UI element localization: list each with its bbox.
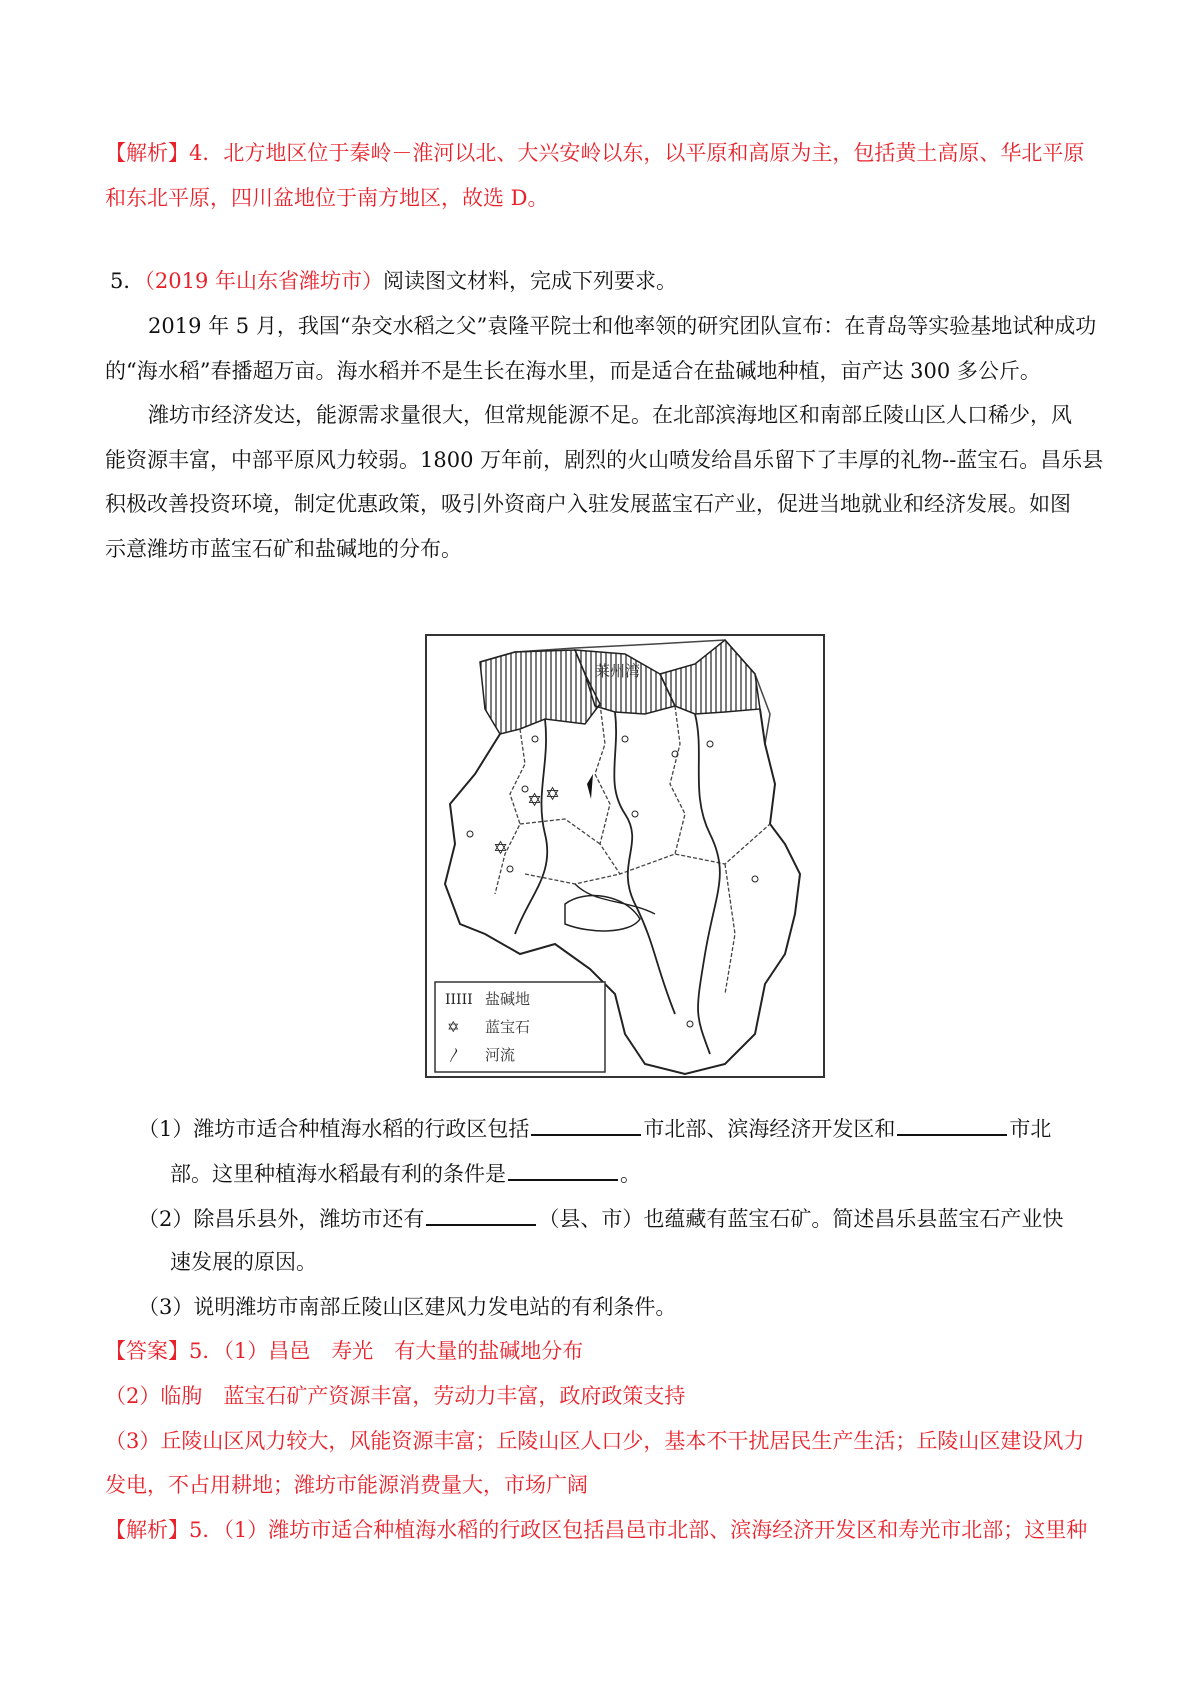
- sapphire-icon: ✡: [545, 784, 561, 805]
- legend-label-saline: 盐碱地: [485, 990, 531, 1008]
- analysis-tag: 【解析】: [105, 1518, 189, 1542]
- answer-blank[interactable]: [897, 1112, 1007, 1136]
- sapphire-icon: ✡: [527, 790, 543, 811]
- analysis-4-line-1: 【解析】4．北方地区位于秦岭－淮河以北、大兴安岭以东，以平原和高原为主，包括黄土高原、华北平原: [105, 141, 1085, 165]
- legend-symbol-saline: IIIII: [445, 992, 473, 1008]
- answer-5-line-2: （2）临朐 蓝宝石矿产资源丰富，劳动力丰富，政府政策支持: [105, 1384, 686, 1408]
- weifang-map-figure: [425, 634, 825, 1078]
- question-source: （2019 年山东省潍坊市）: [144, 269, 383, 293]
- answer-5-line-3: （3）丘陵山区风力较大，风能资源丰富；丘陵山区人口少，基本不干扰居民生产生活；丘陵山区建设风力: [105, 1429, 1085, 1453]
- subquestion-2-line-1: （2）除昌乐县外，潍坊市还有 （县、市）也蕴藏有蓝宝石矿。简述昌乐县蓝宝石产业快: [138, 1202, 1063, 1234]
- subquestion-1-line-2: 部。这里种植海水稻最有利的条件是 。: [170, 1157, 641, 1189]
- subquestion-1-line-1: （1）潍坊市适合种植海水稻的行政区包括 市北部、滨海经济开发区和 市北: [138, 1112, 1051, 1144]
- answer-blank[interactable]: [531, 1112, 641, 1136]
- subquestion-3: （3）说明潍坊市南部丘陵山区建风力发电站的有利条件。: [138, 1295, 677, 1319]
- answer-5-line-1: 【答案】5．（1）昌邑 寿光 有大量的盐碱地分布: [105, 1339, 584, 1363]
- material-para-2-line-3: 积极改善投资环境，制定优惠政策，吸引外资商户入驻发展蓝宝石产业，促进当地就业和经济发展。如图: [105, 492, 1071, 516]
- answer-blank[interactable]: [426, 1202, 536, 1226]
- question-5-heading: 5．（2019 年山东省潍坊市）阅读图文材料，完成下列要求。: [110, 269, 677, 293]
- material-para-1-line-2: 的“海水稻”春播超万亩。海水稻并不是生长在海水里，而是适合在盐碱地种植，亩产达 300 多公斤。: [105, 359, 1041, 383]
- analysis-4-line-2: 和东北平原，四川盆地位于南方地区，故选 D。: [105, 186, 549, 210]
- sapphire-icon: ✡: [493, 838, 509, 859]
- subquestion-2-line-2: 速发展的原因。: [170, 1250, 317, 1274]
- legend-label-sapphire: 蓝宝石: [485, 1018, 531, 1036]
- analysis-5-line-1: 【解析】5．（1）潍坊市适合种植海水稻的行政区包括昌邑市北部、滨海经济开发区和寿光市北部；这里种: [105, 1518, 1088, 1542]
- analysis-tag: 【解析】: [105, 141, 189, 165]
- material-para-1-line-1: 2019 年 5 月，我国“杂交水稻之父”袁隆平院士和他率领的研究团队宣布：在青岛等实验基地试种成功: [148, 314, 1097, 338]
- answer-5-line-4: 发电，不占用耕地；潍坊市能源消费量大，市场广阔: [105, 1473, 588, 1497]
- material-para-2-line-4: 示意潍坊市蓝宝石矿和盐碱地的分布。: [105, 537, 462, 561]
- answer-tag: 【答案】: [105, 1339, 189, 1363]
- material-para-2-line-1: 潍坊市经济发达，能源需求量很大，但常规能源不足。在北部滨海地区和南部丘陵山区人口稀少，风: [148, 403, 1072, 427]
- legend-symbol-river: 〳: [447, 1046, 463, 1064]
- legend-symbol-sapphire: ✡: [447, 1018, 460, 1036]
- answer-blank[interactable]: [508, 1157, 618, 1181]
- material-para-2-line-2: 能资源丰富，中部平原风力较弱。1800 万年前，剧烈的火山喷发给昌乐留下了丰厚的礼物--蓝宝石。昌乐县: [105, 448, 1104, 472]
- legend-label-river: 河流: [485, 1046, 516, 1064]
